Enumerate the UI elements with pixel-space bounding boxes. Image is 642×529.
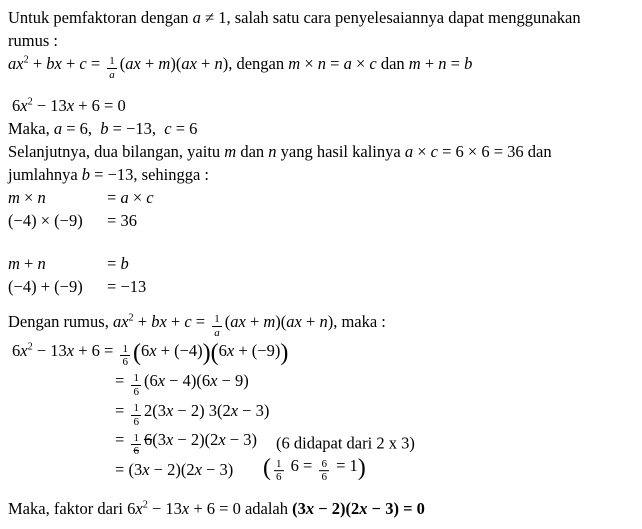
math-run: = [115, 430, 125, 450]
step-line-1 [8, 369, 634, 399]
text-run: jumlahnya [8, 164, 82, 184]
fraction: $\frac{6}{6}$ [321, 457, 327, 484]
step-line-2 [8, 399, 634, 429]
side-note [263, 455, 366, 485]
superscript: 2 [128, 312, 134, 324]
big-paren: ) [202, 340, 211, 367]
math-run: = (3x − 2)(2x − 3) [115, 459, 234, 479]
math-run: 6 = [290, 456, 313, 476]
math-run: $6x^2 - 13x + 6$ = [12, 341, 114, 361]
text-run: dan [236, 141, 269, 161]
fraction: $\frac{1}{a}$ [214, 313, 220, 339]
text-run: , dengan [228, 54, 289, 73]
fraction: $\frac{1}{6}$ [133, 431, 139, 458]
math-run: $ax^2$ + bx + c = [8, 54, 101, 73]
substitution-line [8, 339, 634, 369]
coefficients-line [8, 117, 634, 140]
math-run: m + n = b [408, 54, 473, 73]
math-run: 2(3x − 2) 3(2x − 3) [143, 400, 270, 420]
step-line-4 [8, 455, 634, 484]
explanation-line-1 [8, 140, 634, 163]
lhs-box [8, 186, 107, 209]
fraction: $\frac{1}{6}$ [276, 457, 282, 484]
text-run: dan [376, 54, 409, 73]
math-run: m × n = a × c [288, 54, 377, 73]
mn-sum-values [8, 275, 634, 298]
math-run: m + n [8, 253, 46, 273]
math-run: n [268, 141, 277, 161]
math-run: = [115, 370, 125, 390]
text-run: rumus : [8, 31, 58, 50]
text-run: Maka, faktor dari [8, 498, 128, 518]
text-run: Maka, [8, 118, 54, 138]
apply-formula-line [8, 310, 634, 340]
math-run: (−4) + (−9) [8, 276, 83, 296]
math-run: a × c = 6 × 6 = 36 [404, 141, 524, 161]
text-run: , sehingga : [133, 164, 210, 184]
text-run: Selanjutnya, dua bilangan, yaitu [8, 141, 225, 161]
lhs-box [8, 209, 107, 232]
mn-sum-formula [8, 252, 634, 275]
conclusion-line [8, 497, 634, 520]
big-paren: ( [210, 340, 219, 367]
big-paren: ( [132, 340, 141, 367]
math-run: a [192, 8, 201, 27]
fraction: $\frac{1}{6}$ [133, 401, 139, 428]
math-run: 6x + (−4) [140, 341, 203, 361]
step-line-3 [8, 428, 634, 458]
fraction: $\frac{1}{6}$ [133, 372, 139, 398]
intro-line-1 [8, 6, 634, 29]
math-run: = 1 [336, 456, 358, 476]
superscript: 2 [23, 54, 29, 66]
math-run: (−4) × (−9) [8, 210, 83, 230]
superscript: 2 [27, 341, 33, 353]
text-run: yang hasil kalinya [276, 141, 405, 161]
math-run: = [115, 400, 125, 420]
math-run: 6x + (−9) [218, 341, 281, 361]
text-run: adalah [240, 498, 293, 518]
intro-line-2 [8, 29, 634, 52]
fraction: $\frac{1}{a}$ [109, 55, 115, 81]
formula-general [8, 52, 634, 82]
text-run: , maka : [333, 311, 386, 331]
big-paren: ) [280, 340, 289, 367]
math-run: $ax^2$ + bx + c = [112, 311, 206, 331]
math-run: m × n [8, 187, 46, 207]
math-run: $6x^2 - 13x + 6 = 0$ [127, 498, 241, 518]
math-run: a = 6, b = −13, c = 6 [53, 118, 198, 138]
superscript: 2 [142, 499, 148, 511]
text-run: ≠ 1, salah satu cara penyelesaiannya dapat menggunakan [200, 8, 581, 27]
math-run-bold: (3x − 2)(2x − 3) = 0 [292, 498, 425, 518]
text-run: Dengan rumus, [8, 311, 113, 331]
math-run: = a × c [107, 187, 154, 207]
text-run: dan [523, 141, 552, 161]
struck-factor: 6 [143, 430, 153, 450]
math-run: b = −13 [81, 164, 134, 184]
math-run: = 36 [107, 210, 137, 230]
text-run: (6 didapat dari 2 x 3) [276, 433, 415, 453]
lhs-box [8, 252, 107, 275]
math-run: = b [107, 253, 129, 273]
equation-problem [8, 94, 634, 117]
big-paren: ) [357, 455, 366, 482]
explanation-line-2 [8, 163, 634, 186]
mn-product-formula [8, 186, 634, 209]
math-run: (ax + m)(ax + n) [119, 54, 229, 73]
mn-product-values [8, 209, 634, 232]
fraction: $\frac{1}{6}$ [122, 342, 128, 369]
math-run: m [224, 141, 237, 161]
lhs-box [8, 275, 107, 298]
side-note [276, 432, 415, 455]
math-run: $6x^2 - 13x + 6 = 0$ [12, 95, 126, 115]
math-run: (6x − 4)(6x − 9) [143, 370, 249, 390]
math-run: = −13 [107, 276, 147, 296]
big-paren: ( [263, 455, 271, 482]
math-run: (3x − 2)(2x − 3) [152, 430, 257, 450]
math-run: (ax + m)(ax + n) [224, 311, 334, 331]
text-run: Untuk pemfaktoran dengan [8, 8, 193, 27]
superscript: 2 [27, 96, 33, 108]
